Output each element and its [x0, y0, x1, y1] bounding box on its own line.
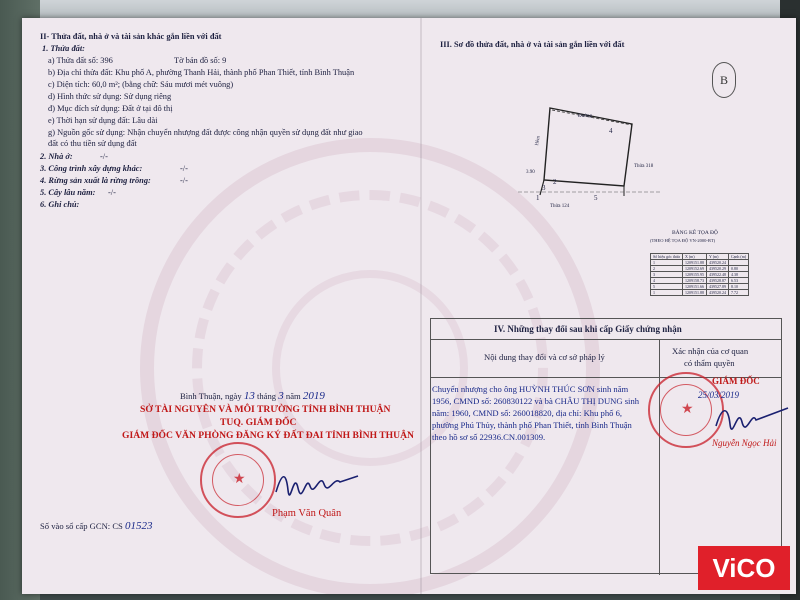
- vico-logo: ViCO: [698, 546, 790, 590]
- parcel-number: a) Thửa đất số: 396: [48, 56, 113, 65]
- use-term: e) Thời hạn sử dụng đất: Lâu dài: [48, 116, 158, 125]
- change-entry-line2: 1956, CMND số: 260830122 và bà CHÂU THỊ DUNG sinh: [432, 396, 640, 406]
- item-3-label: 3. Công trình xây dựng khác:: [40, 164, 143, 173]
- map-dimension: 3.90: [526, 170, 535, 175]
- date-day: 13: [243, 390, 255, 402]
- item-2-label: 2. Nhà ở:: [40, 152, 73, 161]
- map-label-1: 1: [536, 194, 540, 202]
- signature-left: [272, 462, 362, 502]
- use-origin-line2: đất có thu tiền sử dụng đất: [48, 139, 137, 148]
- map-alley-label: Hẻm: [535, 135, 542, 147]
- changes-col-confirm-1: Xác nhận của cơ quan: [672, 346, 749, 356]
- signature-right: [712, 400, 792, 436]
- parcel-address: b) Địa chỉ thửa đất: Khu phố A, phường Thanh Hải, thành phố Phan Thiết, tỉnh Bình Thuận: [48, 68, 355, 77]
- changes-col-content: Nội dung thay đổi và cơ sở pháp lý: [484, 352, 605, 362]
- map-sheet-number: Tờ bản đồ số: 9: [174, 56, 227, 65]
- item-4-value: -/-: [180, 176, 188, 185]
- date-month-label: tháng: [256, 391, 277, 401]
- item-5-value: -/-: [108, 188, 116, 197]
- coord-cell: 439527.89: [706, 284, 728, 290]
- red-seal-left: ★: [200, 442, 276, 518]
- item-1-label: 1. Thửa đất:: [42, 44, 85, 53]
- signer-name-left: Phạm Văn Quân: [272, 508, 342, 519]
- red-seal-right: ★: [648, 372, 724, 448]
- coord-header: Cạnh (m): [728, 254, 748, 260]
- issuing-department: SỞ TÀI NGUYÊN VÀ MÔI TRƯỜNG TỈNH BÌNH THUẬN: [140, 404, 391, 415]
- date-prefix: Bình Thuận, ngày: [180, 391, 242, 401]
- coord-cell: 5: [651, 284, 683, 290]
- coord-cell: 1209158.73: [682, 278, 706, 284]
- coord-cell: 4: [651, 278, 683, 284]
- change-entry-line4: phường Phú Thủy, thành phố Phan Thiết, tỉnh Bình Thuận: [432, 420, 632, 430]
- parcel-area: c) Diện tích: 60,0 m²; (bằng chữ: Sáu mươi mét vuông): [48, 80, 234, 89]
- map-label-3: 3: [542, 184, 546, 192]
- certificate-sheet: [22, 18, 796, 594]
- date-month: 3: [278, 390, 284, 402]
- coord-cell: 7.72: [728, 290, 748, 296]
- change-entry-line1: Chuyển nhượng cho ông HUỲNH THÚC SƠN sinh năm: [432, 384, 629, 394]
- section-iii-title: III. Sơ đồ thửa đất, nhà ở và tài sản gắn liền với đất: [440, 40, 625, 49]
- changes-column-divider: [659, 339, 660, 575]
- registration-label: Số vào sổ cấp GCN: CS: [40, 521, 123, 531]
- form-mark-b-icon: B: [712, 62, 736, 98]
- map-label-5: 5: [594, 194, 598, 202]
- coord-cell: 439522.48: [706, 272, 728, 278]
- coord-cell: 1209152.69: [682, 266, 706, 272]
- page-fold: [420, 18, 422, 594]
- coord-header: Số hiệu góc thửa: [651, 254, 683, 260]
- coord-cell: 8.10: [728, 284, 748, 290]
- coord-cell: 6.53: [728, 278, 748, 284]
- section-ii-title: II- Thửa đất, nhà ở và tài sản khác gắn liền với đất: [40, 32, 222, 41]
- use-origin-line1: g) Nguồn gốc sử dụng: Nhận chuyển nhượng đất được công nhận quyền sử dụng đất như giao: [48, 128, 363, 137]
- item-6-label: 6. Ghi chú:: [40, 200, 80, 209]
- coord-cell: 4.38: [728, 272, 748, 278]
- coord-cell: 1: [651, 260, 683, 266]
- coord-cell: 1: [651, 290, 683, 296]
- coord-cell: 1209151.88: [682, 290, 706, 296]
- coord-table-title: BẢNG KÊ TỌA ĐỘ: [672, 230, 718, 236]
- coord-header: X (m): [682, 254, 706, 260]
- coord-table-subtitle: (THEO HỆ TỌA ĐỘ VN-2000-BT): [650, 238, 716, 243]
- coord-cell: 439528.87: [706, 278, 728, 284]
- use-form: d) Hình thức sử dụng: Sử dụng riêng: [48, 92, 172, 101]
- coord-header: Y (m): [706, 254, 728, 260]
- signer-name-right: Nguyễn Ngọc Hải: [712, 438, 777, 448]
- registration-number: [40, 520, 153, 533]
- confirm-date: 25/03/2019: [698, 390, 740, 400]
- issue-date: [180, 390, 325, 403]
- changes-col-confirm-2: có thẩm quyền: [684, 358, 735, 368]
- coord-cell: 439520.24: [706, 290, 728, 296]
- office-title: GIÁM ĐỐC VĂN PHÒNG ĐĂNG KÝ ĐẤT ĐAI TỈNH BÌNH THUẬN: [122, 430, 414, 441]
- item-4-label: 4. Rừng sản xuất là rừng trồng:: [40, 176, 151, 185]
- confirm-role: GIÁM ĐỐC: [712, 376, 760, 386]
- registration-value: 01523: [125, 520, 153, 532]
- coord-cell: 439520.24: [706, 260, 728, 266]
- coord-cell: 3: [651, 272, 683, 278]
- map-parcel-124: Thửa 124: [550, 204, 570, 209]
- date-year: 2019: [302, 390, 325, 402]
- section-iv-title: IV. Những thay đổi sau khi cấp Giấy chứng nhận: [494, 324, 682, 334]
- coord-cell: 1209155.95: [682, 272, 706, 278]
- item-3-value: -/-: [180, 164, 188, 173]
- map-label-2: 2: [553, 178, 557, 186]
- map-street-label: Đường: [578, 114, 592, 119]
- date-year-label: năm: [285, 391, 301, 401]
- table-row: [651, 290, 749, 296]
- coord-table: [650, 253, 749, 296]
- coord-cell: 2: [651, 266, 683, 272]
- map-label-4: 4: [609, 127, 613, 135]
- coord-cell: 1209151.88: [682, 260, 706, 266]
- coord-cell: 1209151.66: [682, 284, 706, 290]
- item-2-value: -/-: [100, 152, 108, 161]
- change-entry-line5: theo hồ sơ số 22936.CN.001309.: [432, 432, 546, 442]
- use-purpose: đ) Mục đích sử dụng: Đất ở tại đô thị: [48, 104, 173, 113]
- coord-cell: 439520.29: [706, 266, 728, 272]
- map-parcel-318: Thửa 318: [634, 164, 654, 169]
- coord-cell: 0.80: [728, 266, 748, 272]
- authority-line: TUQ. GIÁM ĐỐC: [220, 417, 297, 428]
- change-entry-line3: năm: 1960, CMND số: 260018820, địa chỉ: Khu phố 6,: [432, 408, 623, 418]
- item-5-label: 5. Cây lâu năm:: [40, 188, 96, 197]
